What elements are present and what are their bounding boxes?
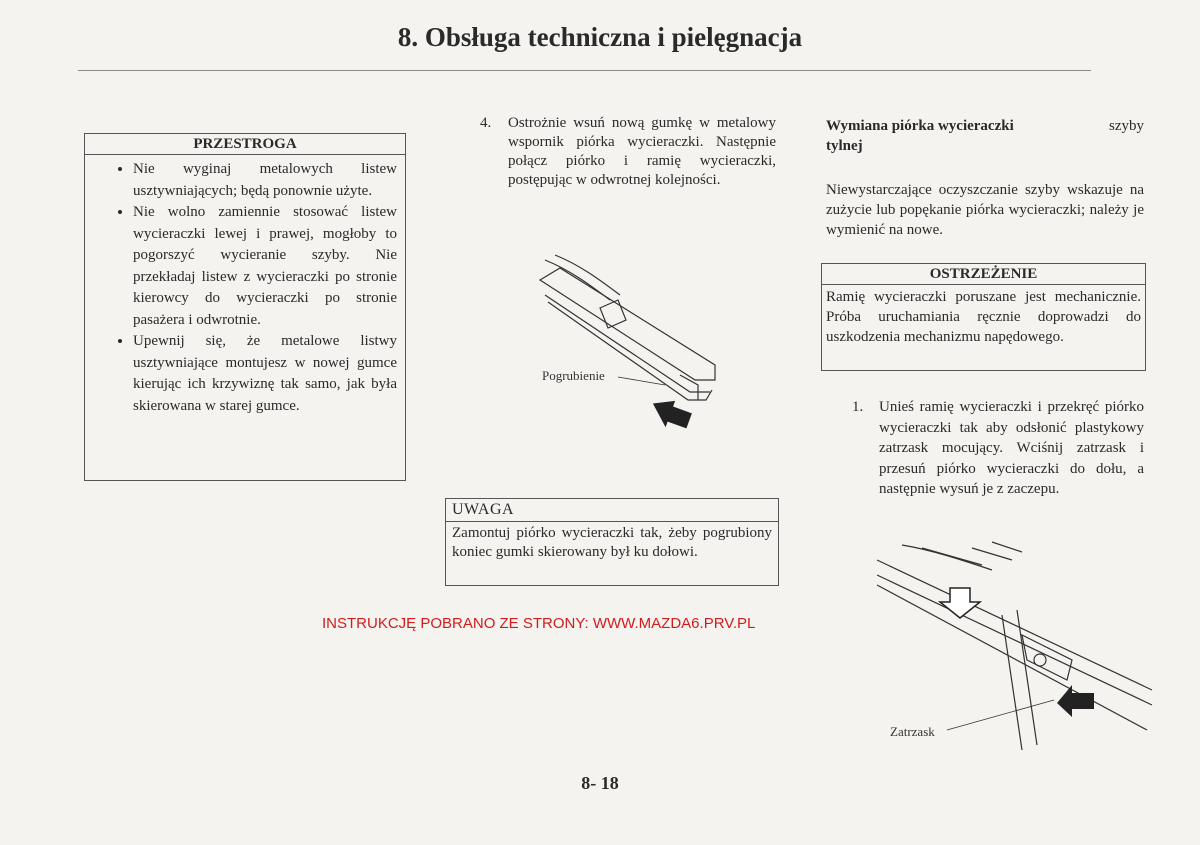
warning-box — [821, 263, 1146, 371]
caution-item: • Nie wyginaj metalowych listew usztywniających; będą ponownie użyte. — [133, 159, 397, 202]
rear-wiper-clip-figure — [872, 540, 1157, 750]
caution-item: • Upewnij się, że metalowe listwy usztywniające montujesz w nowej gumce kierując ich krzywiznę tak samo, jak była skierowana w starej gumce. — [133, 331, 397, 417]
rear-wiper-heading — [826, 116, 1144, 156]
insert-arrow-icon — [647, 394, 694, 434]
caution-box — [84, 133, 406, 481]
step-number: 4. — [480, 115, 492, 131]
caution-item: • Nie wolno zamiennie stosować listew wycieraczki lewej i prawej, mogłoby to pogorszyć wycieranie szyby. Nie przekładaj listew z wycieraczki po stronie kierowcy do wycieraczki po stronie pasażera i odwrotnie. — [133, 202, 397, 331]
page-title: 8. Obsługa techniczna i pielęgnacja — [397, 22, 803, 52]
step-text: Ostrożnie wsuń nową gumkę w metalowy wspornik piórka wycieraczki. Następnie połącz piórko i ramię wycieraczki, postępując w odwrotnej kolejności. — [508, 115, 776, 188]
push-arrow-icon — [1057, 685, 1094, 717]
figure-label-clip: Zatrzask — [890, 724, 935, 739]
step-number: 1. — [852, 399, 864, 415]
wiper-rubber-illustration — [530, 240, 760, 440]
caution-list — [85, 159, 397, 417]
step-text: Unieś ramię wycieraczki i przekręć piórko wycieraczki tak aby odsłonić plastykowy zatrzask mocujący. Wciśnij zatrzask i przesuń piórko wycieraczki do dołu, a następnie wysuń je z zaczepu. — [879, 399, 1144, 497]
title-divider — [78, 70, 1091, 71]
rear-intro-text: Niewystarczające oczyszczanie szyby wskazuje na zużycie lub popękanie piórka wycieraczki; należy je wymienić na nowe. — [826, 182, 1144, 238]
step-4 — [480, 114, 776, 190]
rear-heading-bold2: tylnej — [826, 138, 863, 154]
wiper-rubber-figure — [530, 240, 760, 440]
warning-text: Ramię wycieraczki poruszane jest mechanicznie. Próba uruchamiania ręcznie doprowadzi do uszkodzenia mechanizmu napędowego. — [826, 289, 1141, 345]
caution-title: PRZESTROGA — [85, 134, 405, 155]
note-text: Zamontuj piórko wycieraczki tak, żeby pogrubiony koniec gumki skierowany był ku dołowi. — [452, 525, 772, 560]
note-title: UWAGA — [446, 499, 778, 522]
figure-label-thickening: Pogrubienie — [542, 368, 605, 383]
rear-heading-bold: Wymiana piórka wycieraczki — [826, 118, 1014, 134]
page-number: 8- 18 — [581, 773, 619, 793]
download-watermark: INSTRUKCJĘ POBRANO ZE STRONY: WWW.MAZDA6.PRV.PL — [322, 615, 756, 632]
rear-wiper-illustration — [872, 540, 1157, 750]
warning-title: OSTRZEŻENIE — [822, 264, 1145, 285]
rear-heading-normal: szyby — [1109, 118, 1144, 134]
note-box — [445, 498, 779, 586]
step-1 — [852, 397, 1144, 500]
